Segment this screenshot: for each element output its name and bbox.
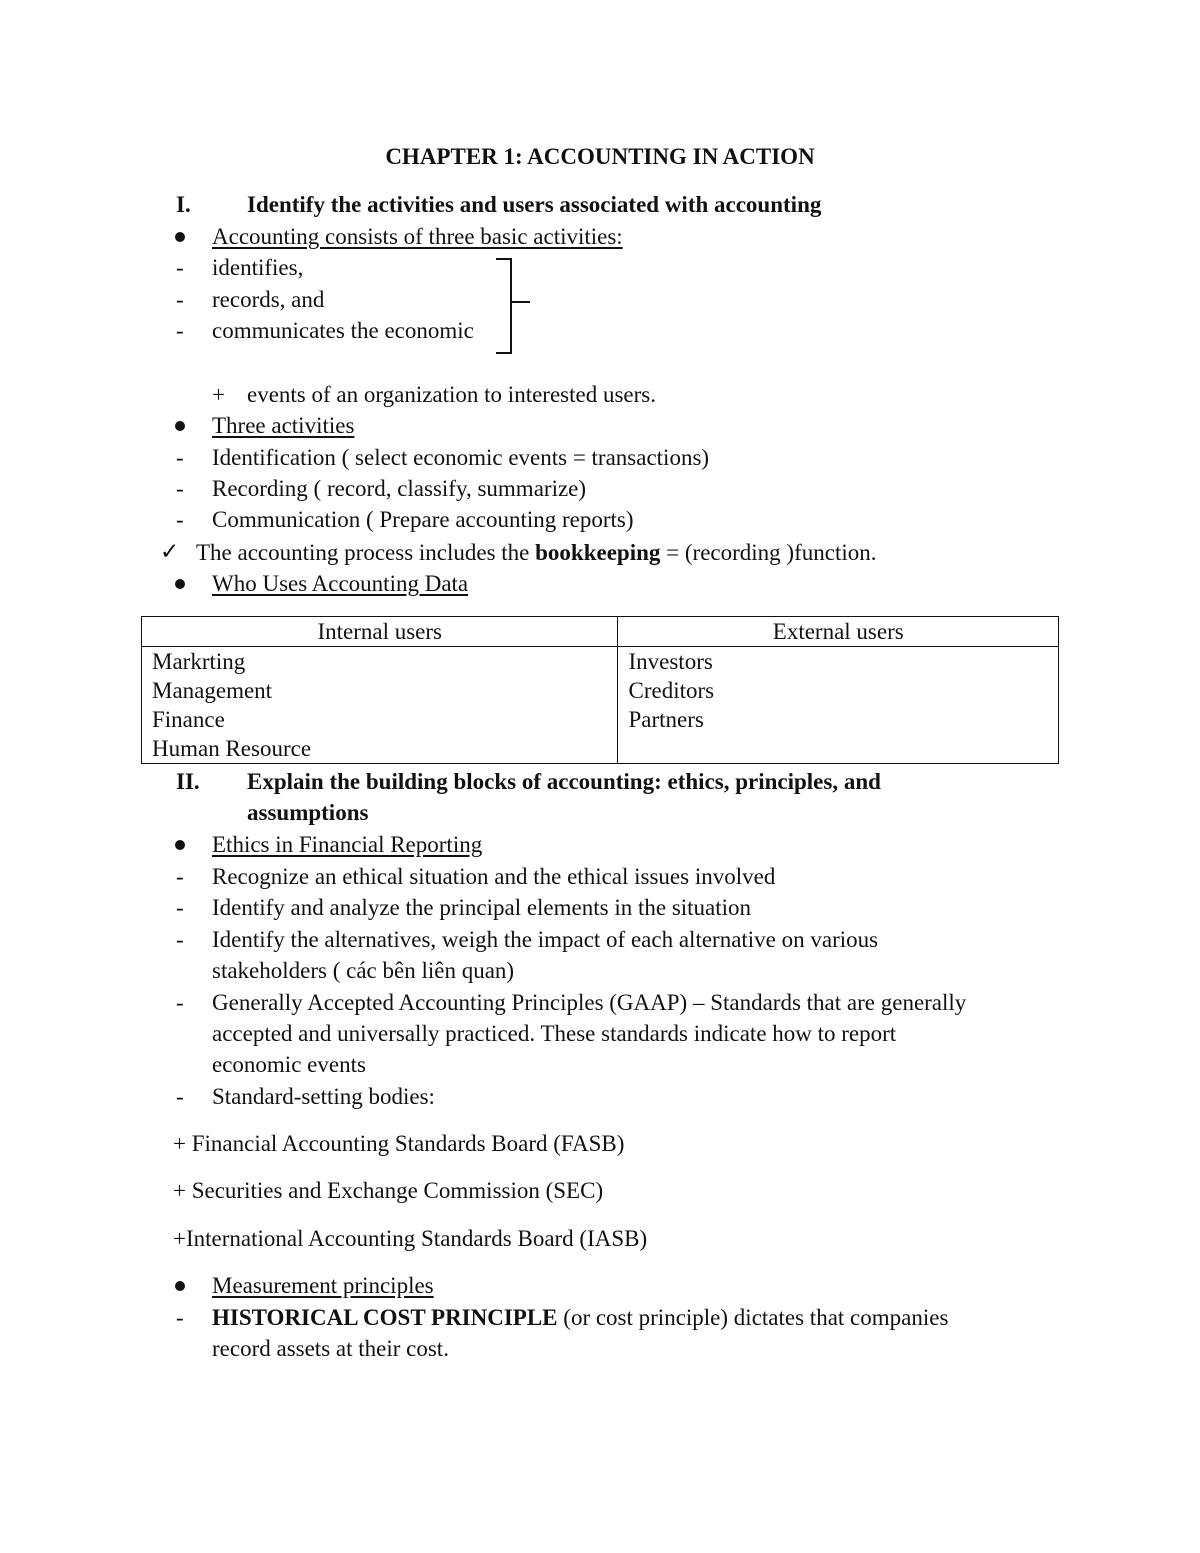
ethics-item-alternatives-cont: stakeholders ( các bên liên quan) <box>212 958 515 983</box>
table-row <box>142 647 1059 764</box>
table-header-row <box>142 617 1059 647</box>
historical-cost-line2: record assets at their cost. <box>212 1336 449 1361</box>
three-activity-item: - Identification ( select economic events = transactions) <box>212 442 709 473</box>
internal-user: Markrting <box>152 649 246 674</box>
bullet-three-activities: Three activities <box>212 410 354 441</box>
right-brace <box>496 258 512 354</box>
internal-user: Human Resource <box>152 736 312 761</box>
three-activity-item: - Recording ( record, classify, summarize) <box>212 473 586 504</box>
activity-item: - identifies, <box>212 252 303 283</box>
process-before: The accounting process includes the <box>196 540 536 565</box>
right-brace-tick <box>512 301 530 303</box>
internal-user: Finance <box>152 707 225 732</box>
external-users-cell <box>618 647 1059 764</box>
bullet-ethics: Ethics in Financial Reporting <box>212 829 482 860</box>
users-table <box>141 616 1059 764</box>
section-1-numeral: I. <box>176 192 191 217</box>
bullet-basic-activities: Accounting consists of three basic activities: <box>212 221 623 252</box>
standards-body: +International Accounting Standards Board (IASB) <box>173 1226 648 1251</box>
events-text: events of an organization to interested users. <box>247 382 656 407</box>
process-sentence <box>196 537 876 568</box>
activity-item: - records, and <box>212 284 324 315</box>
ethics-item-alternatives: - Identify the alternatives, weigh the impact of each alternative on various <box>212 924 878 955</box>
historical-bold: HISTORICAL COST PRINCIPLE <box>212 1305 558 1330</box>
section-2-numeral: II. <box>176 769 200 794</box>
bullet-measurement: Measurement principles <box>212 1270 434 1301</box>
section-2-heading-line1: Explain the building blocks of accounting: ethics, principles, and <box>247 769 881 794</box>
section-2-heading-line2: assumptions <box>247 800 369 825</box>
historical-cost-line1 <box>212 1302 948 1333</box>
bullet-who-uses: Who Uses Accounting Data <box>212 568 468 599</box>
three-activity-item: - Communication ( Prepare accounting reports) <box>212 504 634 535</box>
external-user: Investors <box>628 649 713 674</box>
standards-body: + Securities and Exchange Commission (SEC) <box>173 1178 604 1203</box>
activity-item: - communicates the economic <box>212 315 474 346</box>
internal-users-cell <box>142 647 618 764</box>
standards-body: + Financial Accounting Standards Board (FASB) <box>173 1131 625 1156</box>
section-1-heading: Identify the activities and users associated with accounting <box>247 192 822 217</box>
process-after: = (recording )function. <box>660 540 877 565</box>
external-user: Partners <box>628 707 704 732</box>
page-title: CHAPTER 1: ACCOUNTING IN ACTION <box>385 144 815 169</box>
events-plus: + <box>212 382 225 407</box>
header-external: External users <box>618 617 1059 647</box>
checkmark-icon: ✓ <box>160 539 180 564</box>
gaap-line1: - Generally Accepted Accounting Principles (GAAP) – Standards that are generally <box>212 987 966 1018</box>
standard-setting-label: - Standard-setting bodies: <box>212 1081 435 1112</box>
ethics-item: - Recognize an ethical situation and the ethical issues involved <box>212 861 775 892</box>
header-internal: Internal users <box>142 617 618 647</box>
ethics-item: - Identify and analyze the principal elements in the situation <box>212 892 751 923</box>
gaap-line3: economic events <box>212 1052 366 1077</box>
process-bold: bookkeeping <box>535 540 661 565</box>
internal-user: Management <box>152 678 273 703</box>
historical-rest: (or cost principle) dictates that companies <box>557 1305 949 1330</box>
gaap-line2: accepted and universally practiced. These standards indicate how to report <box>212 1021 897 1046</box>
external-user: Creditors <box>628 678 715 703</box>
